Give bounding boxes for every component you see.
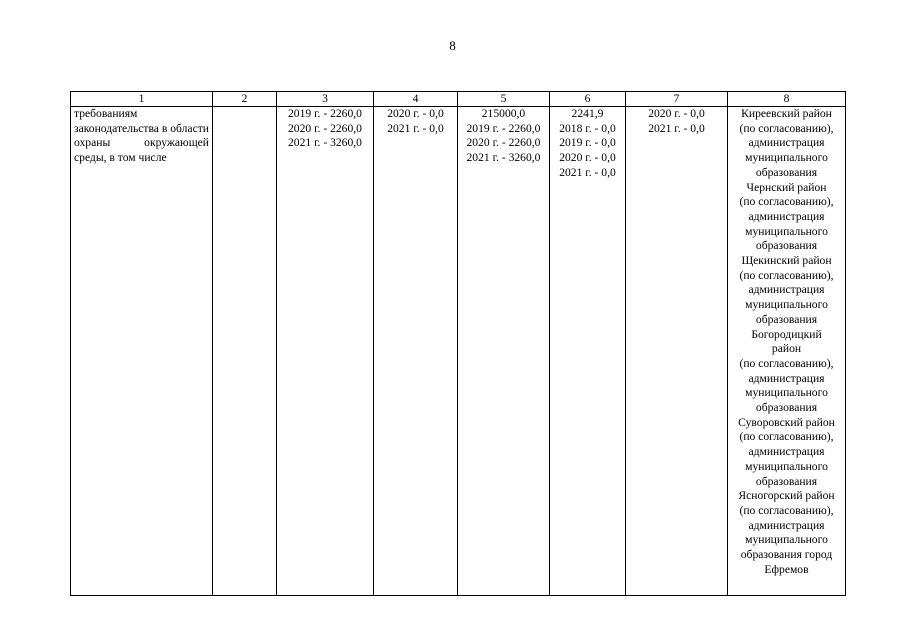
- col8-line: Киреевский район: [741, 107, 832, 120]
- col8-line: (по согласованию),: [739, 121, 834, 135]
- col5-line: 215000,0: [481, 107, 526, 120]
- header-col-5: 5: [458, 92, 550, 107]
- col8-line: (по согласованию),: [739, 356, 834, 370]
- col6-line: 2018 г. - 0,0: [559, 121, 616, 135]
- col6-line: 2021 г. - 0,0: [559, 165, 616, 179]
- header-col-1: 1: [71, 92, 213, 107]
- col8-line: Чернский район: [746, 180, 827, 194]
- col7-line: 2020 г. - 0,0: [648, 107, 705, 120]
- col8-line: образования: [755, 312, 818, 326]
- col8-line: (по согласованию),: [739, 430, 834, 444]
- col8-line: муниципального: [745, 298, 828, 312]
- col8-line: (по согласованию),: [739, 268, 834, 282]
- header-col-4: 4: [374, 92, 458, 107]
- col3-line: 2019 г. - 2260,0: [288, 107, 362, 120]
- col8-line: муниципального: [745, 459, 828, 473]
- col8-line: муниципального: [745, 386, 828, 400]
- col3-line: 2020 г. - 2260,0: [288, 121, 362, 135]
- data-table: [70, 91, 846, 596]
- col8-line: администрация: [748, 283, 825, 297]
- description-text: требованиям законодательства в области охраны окружающей среды, в том числе: [74, 107, 209, 165]
- header-col-6: 6: [550, 92, 626, 107]
- col8-line: администрация: [748, 445, 825, 459]
- col8-line: муниципального: [745, 224, 828, 238]
- col4-line: 2021 г. - 0,0: [387, 121, 444, 135]
- cell-col-7: [626, 107, 728, 596]
- table-row: [71, 107, 846, 596]
- col8-line: администрация: [748, 136, 825, 150]
- col5-line: 2019 г. - 2260,0: [466, 121, 541, 135]
- header-col-2: 2: [213, 92, 277, 107]
- cell-col-8: [728, 107, 846, 596]
- header-col-3: 3: [277, 92, 374, 107]
- col6-line: 2241,9: [571, 107, 604, 120]
- col3-line: 2021 г. - 3260,0: [288, 136, 362, 150]
- header-col-7: 7: [626, 92, 728, 107]
- col8-line: муниципального: [745, 533, 828, 547]
- col8-line: администрация: [748, 371, 825, 385]
- cell-col-4: [374, 107, 458, 596]
- col8-line: район: [771, 342, 802, 356]
- col8-line: муниципального: [745, 151, 828, 165]
- header-col-8: 8: [728, 92, 846, 107]
- cell-col-3: [277, 107, 374, 596]
- col8-line: (по согласованию),: [739, 195, 834, 209]
- col8-line: Щекинский район: [741, 254, 832, 268]
- col8-line: образования: [755, 165, 818, 179]
- col6-line: 2019 г. - 0,0: [559, 136, 616, 150]
- col8-line: Суворовский район: [738, 415, 835, 429]
- col8-line: (по согласованию),: [739, 503, 834, 517]
- col8-line: Богородицкий: [751, 327, 822, 341]
- col8-line: Ефремов: [764, 562, 809, 576]
- page-number: 8: [449, 38, 456, 53]
- cell-col-6: [550, 107, 626, 596]
- col8-line: образования город: [740, 548, 833, 562]
- col5-line: 2021 г. - 3260,0: [466, 151, 541, 165]
- col8-line: администрация: [748, 209, 825, 223]
- cell-description: [71, 107, 213, 596]
- cell-col-2: [213, 107, 277, 596]
- col8-line: Ясногорский район: [738, 489, 835, 503]
- col5-line: 2020 г. - 2260,0: [466, 136, 541, 150]
- col8-line: администрация: [748, 518, 825, 532]
- col4-line: 2020 г. - 0,0: [387, 107, 444, 120]
- header-row: [71, 92, 846, 107]
- cell-col-5: [458, 107, 550, 596]
- col8-line: образования: [755, 474, 818, 488]
- col8-line: образования: [755, 239, 818, 253]
- col8-line: образования: [755, 401, 818, 415]
- col6-line: 2020 г. - 0,0: [559, 151, 616, 165]
- col7-line: 2021 г. - 0,0: [648, 121, 705, 135]
